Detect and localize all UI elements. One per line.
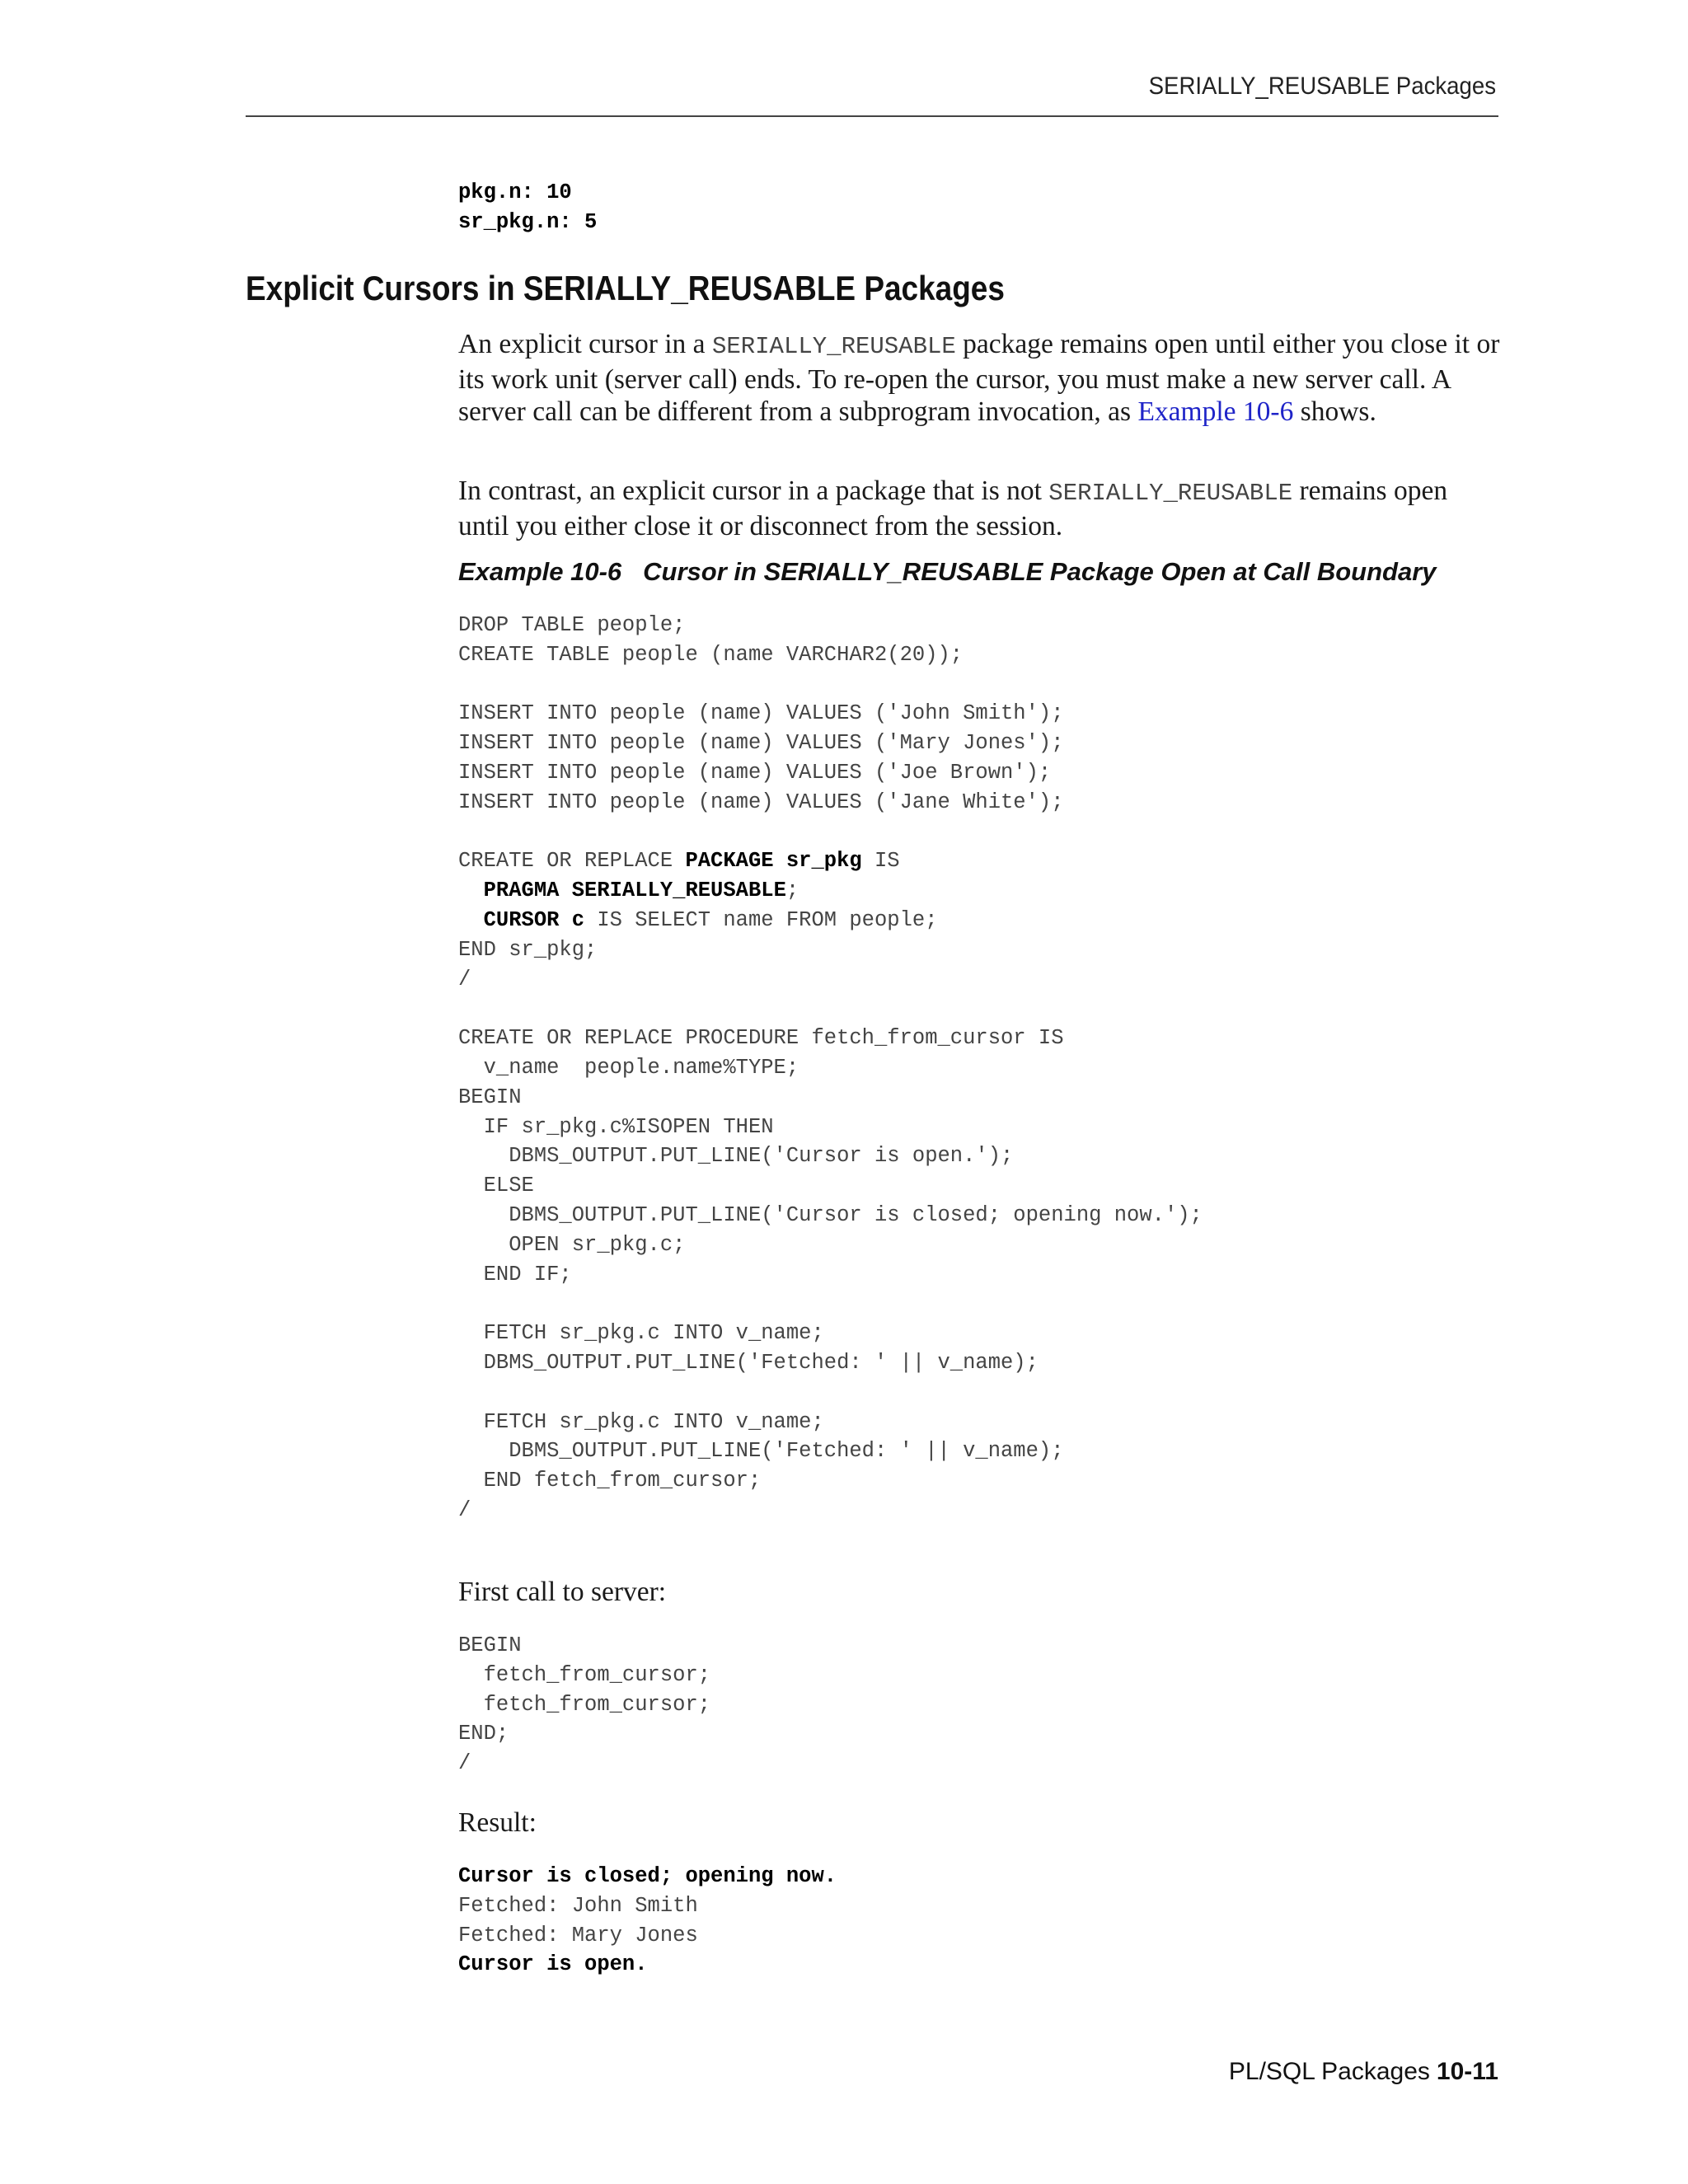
result-label: Result: [458, 1807, 537, 1838]
top-output-block [458, 178, 597, 237]
running-header-title: SERIALLY_REUSABLE Packages [1148, 73, 1496, 100]
example-code-block [458, 611, 1203, 1526]
code-line: / [458, 1751, 471, 1776]
text-run: package remains open until either you close it or its work unit (server call) ends. To re-open the cursor, you must make a new server call. A server call can be different from a subprogram invocation, as [458, 329, 1500, 427]
code-line: DBMS_OUTPUT.PUT_LINE('Cursor is closed; opening now.'); [458, 1202, 1203, 1227]
text-run: remains open until you either close it or disconnect from the session. [458, 476, 1448, 541]
text-run: In contrast, an explicit cursor in a package that is not [458, 476, 1049, 506]
text-run: An explicit cursor in a [458, 329, 712, 359]
code-line: BEGIN [458, 1633, 522, 1657]
section-title: Explicit Cursors in SERIALLY_REUSABLE Packages [246, 269, 1005, 307]
code-line: FETCH sr_pkg.c INTO v_name; [458, 1321, 824, 1346]
footer-book-section: PL/SQL Packages [1228, 2058, 1430, 2085]
first-call-label: First call to server: [458, 1577, 667, 1607]
paragraph-contrast [458, 475, 1501, 542]
code-line: DBMS_OUTPUT.PUT_LINE('Fetched: ' || v_name); [458, 1350, 1039, 1375]
page-number: 10-11 [1436, 2058, 1498, 2085]
code-line: INSERT INTO people (name) VALUES ('Joe Brown'); [458, 760, 1052, 785]
code-line: OPEN sr_pkg.c; [458, 1232, 686, 1257]
code-line: CREATE TABLE people (name VARCHAR2(20)); [458, 642, 964, 667]
code-line: INSERT INTO people (name) VALUES ('John Smith'); [458, 701, 1064, 726]
code-line: fetch_from_cursor; [458, 1662, 711, 1687]
code-line: CREATE OR REPLACE PROCEDURE fetch_from_cursor IS [458, 1026, 1064, 1051]
code-line: DROP TABLE people; [458, 613, 686, 637]
example-title [458, 557, 1437, 587]
code-line: END; [458, 1722, 509, 1746]
example-number: Example 10-6 [458, 557, 622, 586]
code-line: END sr_pkg; [458, 937, 598, 962]
output-line: Cursor is open. [458, 1952, 648, 1977]
code-line: ELSE [458, 1174, 534, 1198]
example-caption: Cursor in SERIALLY_REUSABLE Package Open at Call Boundary [643, 557, 1437, 586]
code-line: / [458, 1497, 471, 1522]
first-call-code-block [458, 1631, 710, 1779]
output-line: Cursor is closed; opening now. [458, 1864, 837, 1888]
code-line: v_name people.name%TYPE; [458, 1055, 799, 1080]
code-line: END IF; [458, 1262, 572, 1286]
code-line: CURSOR c IS SELECT name FROM people; [483, 907, 938, 932]
output-line: sr_pkg.n: 5 [458, 209, 598, 234]
code-line: FETCH sr_pkg.c INTO v_name; [458, 1409, 824, 1434]
code-line: INSERT INTO people (name) VALUES ('Jane White'); [458, 790, 1064, 814]
code-line: CREATE OR REPLACE PACKAGE sr_pkg IS [458, 849, 900, 874]
code-line: PRAGMA SERIALLY_REUSABLE; [483, 879, 799, 903]
code-line: INSERT INTO people (name) VALUES ('Mary Jones'); [458, 731, 1064, 756]
output-line: Fetched: John Smith [458, 1893, 698, 1918]
code-line: BEGIN [458, 1085, 522, 1109]
output-line: Fetched: Mary Jones [458, 1923, 698, 1947]
code-line: IF sr_pkg.c%ISOPEN THEN [458, 1114, 774, 1139]
text-run: shows. [1293, 396, 1376, 427]
inline-code: SERIALLY_REUSABLE [1048, 480, 1293, 507]
header-rule [246, 115, 1498, 117]
example-link[interactable]: Example 10-6 [1137, 396, 1294, 427]
code-line: DBMS_OUTPUT.PUT_LINE('Cursor is open.'); [458, 1144, 1014, 1169]
code-line: / [458, 967, 471, 991]
output-line: pkg.n: 10 [458, 180, 572, 204]
code-line: END fetch_from_cursor; [458, 1469, 762, 1493]
code-line: DBMS_OUTPUT.PUT_LINE('Fetched: ' || v_name); [458, 1439, 1064, 1464]
code-line: fetch_from_cursor; [458, 1692, 711, 1717]
result-output-block [458, 1862, 837, 1980]
paragraph-intro [458, 328, 1501, 429]
inline-code: SERIALLY_REUSABLE [711, 333, 956, 360]
page-footer [1229, 2058, 1498, 2086]
